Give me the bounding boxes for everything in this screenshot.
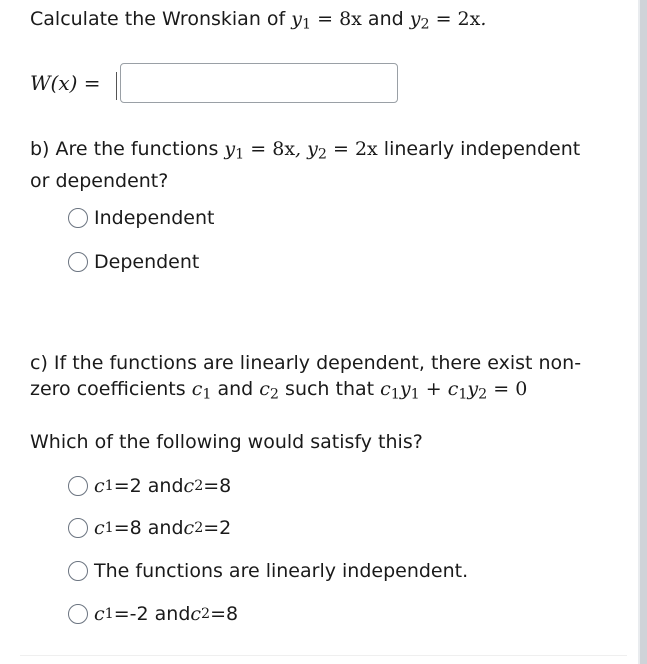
radio-icon[interactable] (68, 208, 88, 228)
radio-icon[interactable] (68, 518, 88, 538)
c2-symbol: $c_2$ (259, 378, 279, 403)
radio-icon[interactable] (68, 604, 88, 624)
radio-icon[interactable] (68, 476, 88, 496)
y2-equation: $y_2 = 2x$ (409, 8, 481, 33)
radio-icon[interactable] (68, 252, 88, 272)
wronskian-answer-input[interactable] (120, 63, 398, 103)
part-c-prompt: c) If the functions are linearly dependent, there exist non- zero coefficients $c_1$ and $c_2$ such that $c_1y_1 + c_1y_2 = 0$ (30, 352, 582, 403)
option-c1-8-c2-2[interactable]: c 1 =8 and c 2 =2 (68, 517, 231, 539)
option-independent[interactable]: Independent (68, 207, 214, 229)
part-c-question: Which of the following would satisfy this? (30, 431, 423, 453)
option-c1-neg2-c2-8[interactable]: c 1 =-2 and c 2 =8 (68, 603, 238, 625)
part-b-y1-equation: $y_1 = 8x$ (224, 138, 296, 163)
linear-combination-equation: $c_1y_1 + c_1y_2 = 0$ (380, 378, 528, 403)
part-b-prompt: b) Are the functions $y_1 = 8x$, $y_2 = 2x$ linearly independent or dependent? (30, 138, 581, 192)
option-linearly-independent[interactable]: The functions are linearly independent. (68, 560, 468, 582)
c1-symbol: $c_1$ (191, 378, 212, 403)
radio-icon[interactable] (68, 561, 88, 581)
part-a-prompt: Calculate the Wronskian of $y_1 = 8x$ and $y_2 = 2x$. (30, 8, 487, 33)
option-dependent[interactable]: Dependent (68, 251, 199, 273)
bottom-divider (20, 655, 627, 656)
option-c1-2-c2-8[interactable]: c 1 =2 and c 2 =8 (68, 475, 231, 497)
wronskian-label: W(x) = (30, 71, 101, 95)
input-caret (116, 72, 117, 100)
y1-equation: $y_1 = 8x$ (291, 8, 362, 33)
part-b-y2-equation: $y_2 = 2x$ (307, 138, 378, 163)
right-panel-edge (638, 0, 647, 664)
